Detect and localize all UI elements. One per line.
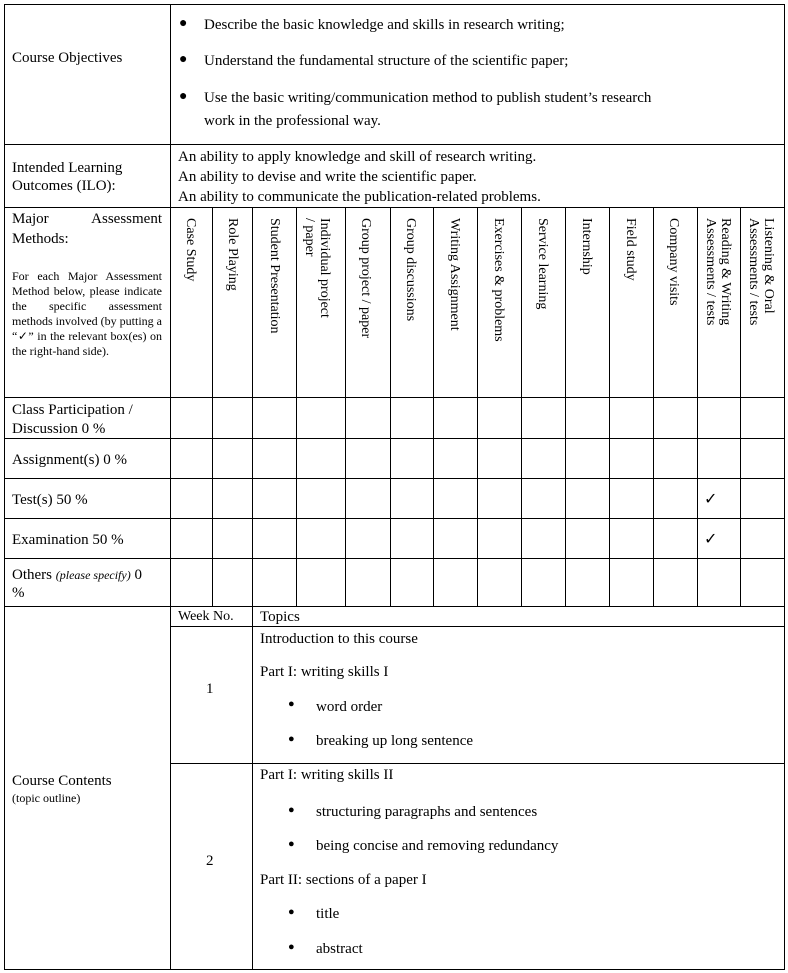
topic-line: Part I: writing skills I — [260, 664, 389, 680]
bullet-icon: ● — [288, 804, 295, 816]
topic-subitem: abstract — [316, 941, 363, 957]
others-specify: (please specify) — [55, 568, 131, 582]
method-group-discussions: Group discussions — [403, 218, 418, 322]
topic-subitem: title — [316, 906, 340, 922]
method-listening-oral: Listening & Oral Assessments / tests — [746, 218, 776, 326]
bullet-icon: ● — [288, 698, 295, 710]
topic-subitem: structuring paragraphs and sentences — [316, 804, 538, 820]
objective-item-continued: work in the professional way. — [204, 113, 381, 129]
bullet-icon: ● — [288, 941, 295, 953]
method-reading-writing: Reading & Writing Assessments / tests — [703, 218, 733, 326]
method-role-playing: Role Playing — [225, 218, 240, 291]
check-icon: ✓ — [704, 489, 718, 508]
contents-label: Course Contents — [12, 773, 112, 789]
method-individual-project: Individual project / paper — [302, 218, 332, 318]
objective-item: Describe the basic knowledge and skills in research writing; — [204, 17, 565, 33]
assessment-note: For each Major Assessment Method below, please indicate the specific assessment methods involved (by putting a “✓” in the relevant box(es) on the right-hand side). — [12, 269, 162, 358]
bullet-icon: ● — [288, 838, 295, 850]
method-exercises-problems: Exercises & problems — [491, 218, 506, 342]
ilo-label: Intended Learning — [12, 160, 123, 176]
ilo-line: An ability to communicate the publication-related problems. — [178, 189, 541, 205]
week-header: Week No. — [178, 609, 234, 624]
check-icon: ✓ — [704, 529, 718, 548]
method-writing-assignment: Writing Assignment — [447, 218, 462, 331]
others-percent: % — [12, 585, 25, 601]
objective-item: Understand the fundamental structure of the scientific paper; — [204, 53, 569, 69]
ilo-line: An ability to apply knowledge and skill of research writing. — [178, 149, 537, 165]
row-label-others — [12, 566, 142, 584]
method-service-learning: Service learning — [535, 218, 550, 310]
topic-line: Part II: sections of a paper I — [260, 872, 427, 888]
week-number: 1 — [206, 681, 214, 697]
assessment-heading: Major Assessment — [12, 211, 162, 227]
others-value: 0 — [134, 567, 142, 583]
topic-line: Part I: writing skills II — [260, 767, 394, 783]
topic-subitem: breaking up long sentence — [316, 733, 474, 749]
row-label-class-participation: Class Participation / — [12, 402, 133, 418]
assessment-heading-line2: Methods: — [12, 231, 69, 247]
bullet-icon: ● — [179, 89, 188, 104]
method-group-project: Group project / paper — [358, 218, 373, 339]
row-label-class-participation-line2: Discussion 0 % — [12, 421, 106, 437]
row-label-tests: Test(s) 50 % — [12, 492, 88, 508]
method-case-study: Case Study — [183, 218, 198, 282]
others-label: Others — [12, 567, 52, 583]
method-internship: Internship — [579, 218, 594, 275]
bullet-icon: ● — [179, 16, 188, 31]
row-label-examination: Examination 50 % — [12, 532, 124, 548]
bullet-icon: ● — [288, 733, 295, 745]
objective-item: Use the basic writing/communication method to publish student’s research — [204, 90, 652, 106]
topic-subitem: being concise and removing redundancy — [316, 838, 559, 854]
ilo-line: An ability to devise and write the scientific paper. — [178, 169, 477, 185]
method-company-visits: Company visits — [666, 218, 681, 306]
contents-sublabel: (topic outline) — [12, 791, 81, 805]
week-number: 2 — [206, 853, 214, 869]
row-label-assignments: Assignment(s) 0 % — [12, 452, 127, 468]
topics-header: Topics — [260, 609, 300, 625]
objectives-label: Course Objectives — [12, 50, 123, 66]
topic-line: Introduction to this course — [260, 631, 418, 647]
bullet-icon: ● — [179, 52, 188, 67]
bullet-icon: ● — [288, 906, 295, 918]
method-student-presentation: Student Presentation — [267, 218, 282, 334]
topic-subitem: word order — [316, 699, 383, 715]
ilo-label-line2: Outcomes (ILO): — [12, 178, 116, 194]
method-field-study: Field study — [623, 218, 638, 281]
